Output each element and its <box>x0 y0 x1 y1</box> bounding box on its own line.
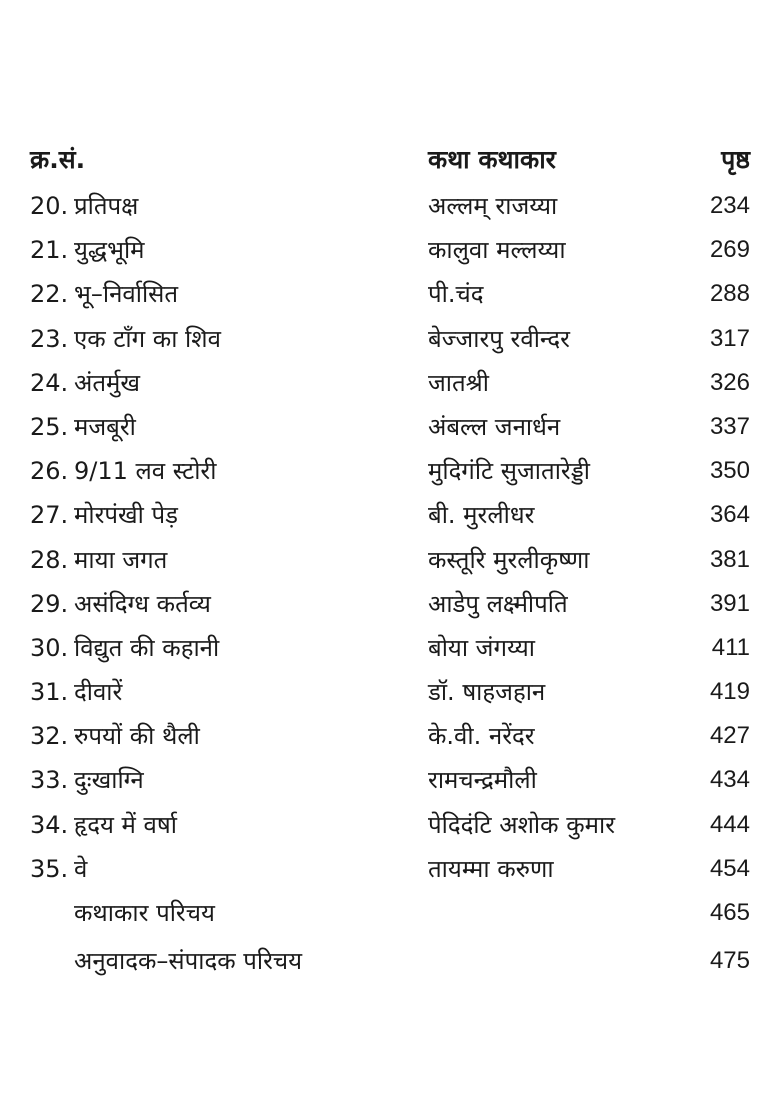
entry-number: 27. <box>30 501 69 530</box>
page-number: 350 <box>709 457 750 485</box>
page-number: 364 <box>709 501 750 529</box>
story-title: मोरपंखी पेड़ <box>74 501 178 530</box>
story-author: अंबल्ल जनार्धन <box>428 412 561 441</box>
entry-number: 21. <box>30 236 69 265</box>
story-author: तायम्मा करुणा <box>428 854 554 883</box>
page-number: 317 <box>709 324 750 352</box>
page-number: 288 <box>709 280 750 308</box>
entry-number: 24. <box>30 368 69 397</box>
toc-header-row <box>0 138 780 184</box>
story-author: रामचन्द्रमौली <box>428 766 537 795</box>
story-title: दीवारें <box>74 678 123 707</box>
story-author: जातश्री <box>428 368 489 397</box>
toc-entries <box>0 184 780 891</box>
table-of-contents <box>0 138 780 987</box>
toc-entry-row <box>0 228 780 272</box>
story-author: डॉ. षाहजहान <box>428 678 546 707</box>
page-number: 427 <box>709 722 750 750</box>
story-title: हृदय में वर्षा <box>74 810 177 839</box>
entry-number: 29. <box>30 589 69 618</box>
entry-number: 20. <box>30 192 69 220</box>
toc-extras <box>0 891 780 987</box>
story-title: मजबूरी <box>74 412 136 441</box>
story-title: वे <box>74 854 88 883</box>
story-title: असंदिग्ध कर्तव्य <box>74 589 211 618</box>
story-author: बोया जंगय्या <box>428 633 536 662</box>
page-number: 337 <box>709 412 750 440</box>
entry-number: 25. <box>30 412 69 441</box>
toc-extra-row <box>0 891 780 939</box>
page-number: 454 <box>709 854 750 882</box>
toc-entry-row <box>0 493 780 537</box>
story-title: विद्युत की कहानी <box>74 633 220 662</box>
story-title: दुःखाग्नि <box>74 766 144 795</box>
entry-number: 23. <box>30 324 69 353</box>
story-title: 9/11 लव स्टोरी <box>74 457 217 486</box>
story-title: रुपयों की थैली <box>74 722 200 751</box>
story-author: कस्तूरि मुरलीकृष्णा <box>428 545 590 574</box>
toc-entry-row <box>0 847 780 891</box>
toc-entry-row <box>0 626 780 670</box>
toc-entry-row <box>0 538 780 582</box>
entry-number: 30. <box>30 633 69 662</box>
toc-entry-row <box>0 405 780 449</box>
story-author: कालुवा मल्लय्या <box>428 236 566 265</box>
entry-number: 34. <box>30 810 69 839</box>
page-number: 434 <box>709 766 750 794</box>
story-author: मुदिगंटि सुजातारेड्डी <box>428 457 590 486</box>
entry-number: 35. <box>30 854 69 883</box>
toc-entry-row <box>0 317 780 361</box>
page-number: 475 <box>709 947 750 974</box>
page-number: 411 <box>711 633 750 661</box>
page-number: 444 <box>709 810 750 838</box>
toc-entry-row <box>0 449 780 493</box>
entry-number: 32. <box>30 722 69 751</box>
toc-entry-row <box>0 582 780 626</box>
toc-entry-row <box>0 758 780 802</box>
toc-entry-row <box>0 184 780 228</box>
toc-entry-row <box>0 670 780 714</box>
entry-number: 26. <box>30 457 69 486</box>
page-column-header: पृष्ठ <box>721 145 750 174</box>
page-number: 269 <box>709 236 750 264</box>
toc-entry-row <box>0 272 780 316</box>
toc-entry-row <box>0 714 780 758</box>
entry-number: 22. <box>30 280 69 309</box>
page-number: 381 <box>709 545 750 573</box>
page-number: 391 <box>709 589 750 617</box>
section-title: अनुवादक–संपादक परिचय <box>74 947 303 975</box>
section-title: कथाकार परिचय <box>74 899 215 927</box>
toc-entry-row <box>0 803 780 847</box>
serial-column-header: क्र.सं. <box>30 145 86 174</box>
story-author: अल्लम् राजय्या <box>428 192 558 220</box>
story-author: पेदिदंटि अशोक कुमार <box>428 810 616 839</box>
toc-entry-row <box>0 361 780 405</box>
page-number: 465 <box>709 899 750 926</box>
toc-extra-row <box>0 939 780 987</box>
story-author: आडेपु लक्ष्मीपति <box>428 589 568 618</box>
entry-number: 33. <box>30 766 69 795</box>
entry-number: 28. <box>30 545 69 574</box>
story-author: के.वी. नरेंदर <box>428 722 535 751</box>
page-number: 326 <box>709 368 750 396</box>
story-title: एक टाँग का शिव <box>74 324 221 353</box>
story-title: युद्धभूमि <box>74 236 145 265</box>
story-author: बी. मुरलीधर <box>428 501 535 530</box>
entry-number: 31. <box>30 678 69 707</box>
story-title: भू–निर्वासित <box>74 280 179 309</box>
story-author: पी.चंद <box>428 280 484 309</box>
story-title: अंतर्मुख <box>74 368 140 397</box>
page-number: 419 <box>709 678 750 706</box>
story-title: माया जगत <box>74 545 168 574</box>
page-number: 234 <box>709 192 750 219</box>
story-author-column-header: कथा कथाकार <box>428 145 556 174</box>
story-title: प्रतिपक्ष <box>74 192 139 220</box>
story-author: बेज्जारपु रवीन्दर <box>428 324 570 353</box>
